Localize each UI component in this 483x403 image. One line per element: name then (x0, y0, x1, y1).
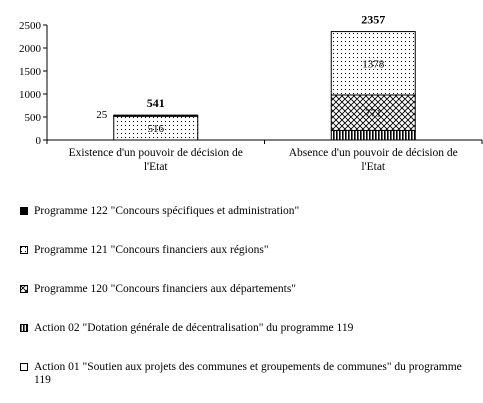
stacked-bar-chart (0, 0, 483, 200)
legend-label: Programme 121 "Concours financiers aux régions" (34, 244, 269, 256)
legend-label: Action 01 "Soutien aux projets des communes et groupements de communes" du programme 119 (34, 361, 462, 386)
legend-item (20, 322, 475, 335)
y-tick-label: 1500 (19, 66, 41, 78)
legend-label: Action 02 "Dotation générale de décentralisation" du programme 119 (34, 322, 354, 334)
legend-item (20, 283, 475, 296)
legend (20, 205, 475, 387)
data-label: 771 (365, 107, 382, 120)
category-label: l'Etat (143, 161, 168, 173)
y-tick-label: 1000 (19, 89, 41, 101)
bar-segment (114, 115, 198, 116)
y-tick-label: 2500 (19, 20, 41, 32)
y-tick-label: 0 (35, 135, 41, 147)
legend-swatch (20, 363, 28, 371)
legend-label: Programme 122 "Concours spécifiques et administration" (34, 205, 300, 217)
legend-item (20, 244, 475, 257)
legend-item (20, 361, 475, 387)
category-label: Existence d'un pouvoir de décision de (68, 147, 243, 159)
y-tick-label: 500 (24, 112, 41, 124)
category-label: l'Etat (361, 161, 386, 173)
data-label: 516 (147, 123, 164, 136)
data-label: 1378 (362, 58, 385, 71)
legend-item (20, 205, 475, 218)
legend-swatch (20, 324, 28, 332)
y-tick-label: 2000 (19, 43, 41, 55)
legend-swatch (20, 285, 28, 293)
data-label: 25 (96, 109, 108, 122)
legend-label: Programme 120 "Concours financiers aux départements" (34, 283, 296, 295)
total-label: 541 (146, 96, 165, 111)
total-label: 2357 (361, 12, 386, 27)
legend-swatch (20, 246, 28, 254)
bar-segment (331, 130, 415, 140)
category-label: Absence d'un pouvoir de décision de (288, 147, 458, 159)
legend-swatch (20, 207, 28, 215)
